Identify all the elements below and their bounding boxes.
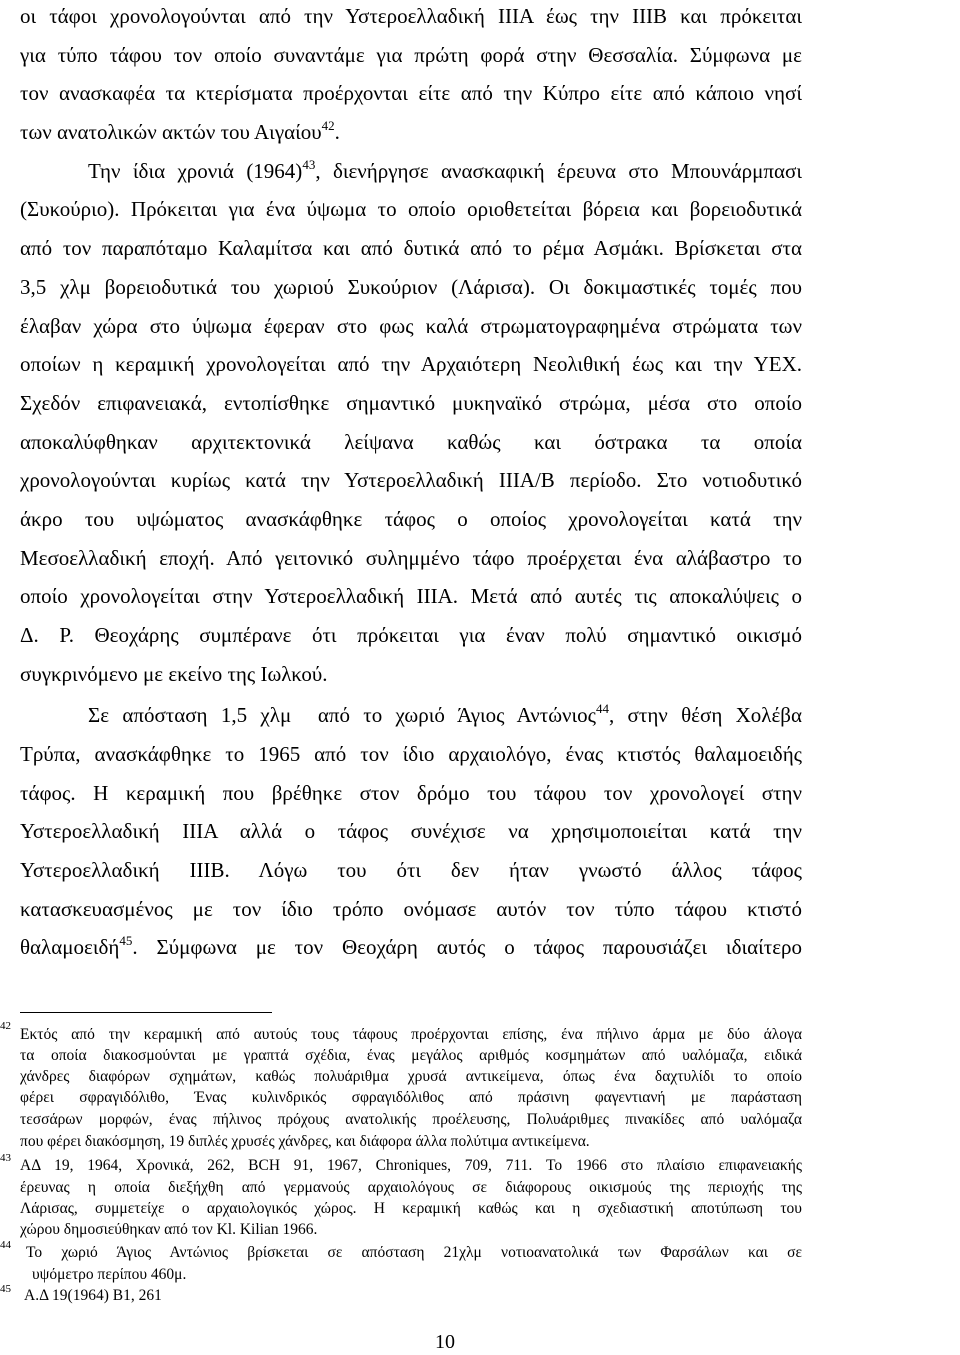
body-line bbox=[88, 158, 802, 184]
body-text: Σε απόσταση 1,5 χλμ από το χωριό Άγιος Αντώνιος bbox=[88, 703, 596, 727]
footnote-line: χάνδρες διαφόρων σχημάτων, καθώς πολυάριθμα χρυσά αντικείμενα, όπως ένα δαχτυλίδι το οποίο bbox=[20, 1068, 802, 1085]
footnote-line: Α.Δ 19(1964) Β1, 261 bbox=[24, 1287, 162, 1304]
body-line: κατασκευασμένος με τον ίδιο τρόπο ονόμασε αυτόν τον τύπο τάφου κτιστό bbox=[20, 897, 802, 921]
footnote-ref: 45 bbox=[119, 934, 133, 948]
footnote-ref: 42 bbox=[321, 119, 335, 133]
body-line: από τον παραπόταμο Καλαμίτσα και από δυτικά από το ρέμα Ασμάκι. Βρίσκεται στα bbox=[20, 236, 802, 260]
footnote-ref: 43 bbox=[302, 158, 316, 172]
body-line: για τύπο τάφου τον οποίο συναντάμε για πρώτη φορά στην Θεσσαλία. Σύμφωνα με bbox=[20, 43, 802, 67]
footnote-line: Το χωριό Άγιος Αντώνιος βρίσκεται σε απόσταση 21χλμ νοτιοανατολικά των Φαρσάλων και σε bbox=[26, 1244, 802, 1261]
footnote-line: τεσσάρων μορφών, ένας πήλινος πρόχους ανατολικής προέλευσης, Πολυάριθμες πινακίδες από υαλόμαζα bbox=[20, 1111, 802, 1128]
footnote-line: υψόμετρο περίπου 460μ. bbox=[32, 1266, 187, 1283]
footnote-line: ΑΔ 19, 1964, Χρονικά, 262, BCH 91, 1967, Chroniques, 709, 711. Το 1966 στο πλαίσιο επιφανειακής bbox=[20, 1157, 802, 1174]
footnote-number: 44 bbox=[0, 1239, 11, 1251]
footnote-line: Λάρισας, συμμετείχε ο αρχαιολογικός χώρος. Η κεραμική καθώς και η σχεδιαστική αποτύπωση του bbox=[20, 1200, 802, 1217]
footnote-number: 45 bbox=[0, 1283, 11, 1295]
body-line: άκρο του υψώματος ανασκάφθηκε τάφος ο οποίος χρονολογείται κατά την bbox=[20, 507, 802, 531]
body-line: χρονολογούνται κυρίως κατά την Υστεροελλαδική ΙΙΙΑ/Β περίοδο. Στο νοτιοδυτικό bbox=[20, 468, 802, 492]
footnote-ref: 44 bbox=[595, 702, 609, 716]
body-line: αποκαλύφθηκαν αρχιτεκτονικά λείψανα καθώς και όστρακα τα οποία bbox=[20, 430, 802, 454]
footnote-line: τα οποία διακοσμούνται με γραπτά σχέδια, ένας μεγάλος αριθμός κοσμημάτων από υαλόμαζα, ειδικά bbox=[20, 1047, 802, 1064]
footnote-line: χώρου δημοσιεύθηκαν από τον Kl. Kilian 1966. bbox=[20, 1221, 318, 1238]
footnote-line: φέρει σφραγιδόλιθο, Ένας κυλινδρικός σφραγιδόλιθος από πράσινη φαγεντιανή με παράσταση bbox=[20, 1089, 802, 1106]
body-line bbox=[88, 702, 802, 728]
body-line: τον ανασκαφέα τα κτερίσματα προέρχονται είτε από την Κύπρο είτε από κάποιο νησί bbox=[20, 81, 802, 105]
body-line bbox=[20, 934, 802, 960]
body-text: Την ίδια χρονιά (1964) bbox=[88, 159, 303, 183]
footnote-line: Εκτός από την κεραμική από αυτούς τους τάφους προέρχονται επίσης, ένα πήλινο άρμα με δύο άλογα bbox=[20, 1026, 802, 1043]
body-line bbox=[20, 119, 802, 145]
body-line: οποίων η κεραμική χρονολογείται από την Αρχαιότερη Νεολιθική έως και την ΥΕΧ. bbox=[20, 352, 802, 376]
body-line: Τρύπα, ανασκάφθηκε το 1965 από τον ίδιο αρχαιολόγο, ένας κτιστός θαλαμοειδής bbox=[20, 742, 802, 766]
footnote-line: που φέρει διακόσμηση, 19 διπλές χρυσές χάνδρες, και διάφορα άλλα πολύτιμα αντικείμενα. bbox=[20, 1133, 590, 1150]
body-line: τάφος. Η κεραμική που βρέθηκε στον δρόμο του τάφου τον χρονολογεί στην bbox=[20, 781, 802, 805]
body-text: των ανατολικών ακτών του Αιγαίου bbox=[20, 120, 322, 144]
body-line: 3,5 χλμ βορειοδυτικά του χωριού Συκούριον (Λάρισα). Οι δοκιμαστικές τομές που bbox=[20, 275, 802, 299]
body-line: (Συκούριο). Πρόκειται για ένα ύψωμα το οποίο οριοθετείται βόρεια και βορειοδυτικά bbox=[20, 197, 802, 221]
body-line: οποίο χρονολογείται στην Υστεροελλαδική ΙΙΙΑ. Μετά από αυτές τις αποκαλύψεις ο bbox=[20, 584, 802, 608]
footnote-separator bbox=[20, 1012, 272, 1013]
body-text: , στην θέση Χολέβα bbox=[608, 703, 802, 727]
footnote-number: 42 bbox=[0, 1020, 11, 1032]
body-line: Υστεροελλαδική ΙΙΙΑ αλλά ο τάφος συνέχισε να χρησιμοποιείται κατά την bbox=[20, 819, 802, 843]
body-line: Μεσοελλαδική εποχή. Από γειτονικό συλημμένο τάφο προέρχεται ένα αλάβαστρο το bbox=[20, 546, 802, 570]
body-line: συγκρινόμενο με εκείνο της Ιωλκού. bbox=[20, 662, 328, 686]
page-number: 10 bbox=[435, 1331, 455, 1353]
body-line: έλαβαν χώρα στο ύψωμα έφεραν στο φως καλά στρωματογραφημένα στρώματα των bbox=[20, 314, 802, 338]
body-text: . Σύμφωνα με τον Θεοχάρη αυτός ο τάφος παρουσιάζει ιδιαίτερο bbox=[132, 935, 802, 959]
body-line: οι τάφοι χρονολογούνται από την Υστεροελλαδική ΙΙΙΑ έως την ΙΙΙΒ και πρόκειται bbox=[20, 4, 802, 28]
footnote-line: έρευνας η οποία διεξήχθη από γερμανούς αρχαιολόγους σε διάφορους οικισμούς της περιοχής της bbox=[20, 1179, 802, 1196]
body-line: Υστεροελλαδική ΙΙΙΒ. Λόγω του ότι δεν ήταν γνωστό άλλος τάφος bbox=[20, 858, 802, 882]
body-line: Σχεδόν επιφανειακά, εντοπίσθηκε σημαντικό μυκηναϊκό στρώμα, μέσα στο οποίο bbox=[20, 391, 802, 415]
body-text: , διενήργησε ανασκαφική έρευνα στο Μπουνάρμπασι bbox=[315, 159, 802, 183]
body-text: θαλαμοειδή bbox=[20, 935, 120, 959]
footnote-number: 43 bbox=[0, 1152, 11, 1164]
body-line: Δ. Ρ. Θεοχάρης συμπέρανε ότι πρόκειται για έναν πολύ σημαντικό οικισμό bbox=[20, 623, 802, 647]
body-text: . bbox=[334, 120, 340, 144]
